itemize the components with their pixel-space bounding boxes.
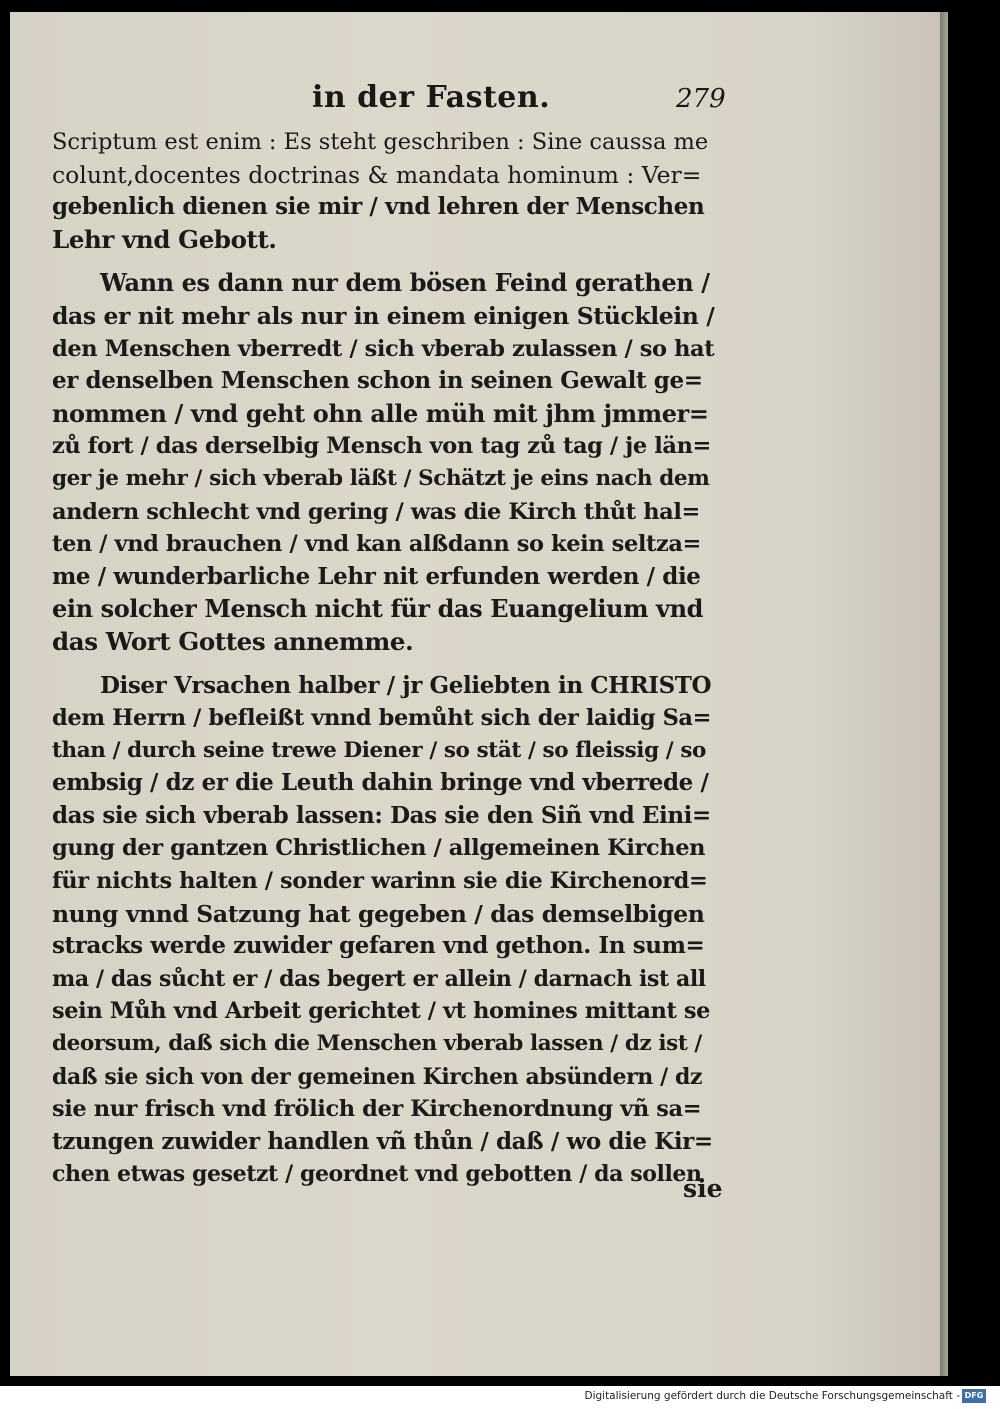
text-line: me / wunderbarliche Lehr nit erfunden werden / die <box>52 562 701 590</box>
text-line: ma / das sůcht er / das begert er allein / darnach ist all <box>52 965 706 992</box>
text-line: zů fort / das derselbig Mensch von tag zů tag / je län= <box>52 433 712 460</box>
digitization-credit: Digitalisierung gefördert durch die Deutsche Forschungsgemeinschaft - <box>584 1390 960 1402</box>
text-line: ein solcher Mensch nicht für das Euangelium vnd <box>52 594 704 624</box>
text-line: sie nur frisch vnd frölich der Kirchenordnung vñ sa= <box>52 1096 702 1123</box>
page-edge <box>940 12 948 1376</box>
text-line: für nichts halten / sonder warinn sie die Kirchenord= <box>52 868 708 895</box>
dfg-logo: DFG <box>962 1389 986 1403</box>
text-line: den Menschen vberredt / sich vberab zulassen / so hat <box>52 335 715 362</box>
text-line: das er nit mehr als nur in einem einigen Stücklein / <box>52 301 715 330</box>
text-line: andern schlecht vnd gering / was die Kirch thůt hal= <box>52 498 700 525</box>
text-line: deorsum, daß sich die Menschen vberab lassen / dz ist / <box>52 1031 702 1057</box>
text-line: gebenlich dienen sie mir / vnd lehren der Menschen <box>52 193 705 221</box>
text-line: das Wort Gottes annemme. <box>52 626 414 656</box>
text-line: Lehr vnd Gebott. <box>52 224 277 254</box>
catchword: sie <box>683 1174 723 1203</box>
text-line: nommen / vnd geht ohn alle müh mit jhm jmmer= <box>52 398 709 428</box>
text-line: chen etwas gesetzt / geordnet vnd gebotten / da sollen <box>52 1161 702 1188</box>
text-line: daß sie sich von der gemeinen Kirchen absündern / dz <box>52 1063 703 1090</box>
text-line: ten / vnd brauchen / vnd kan alßdann so kein seltza= <box>52 531 702 558</box>
body-text <box>52 126 715 1191</box>
paragraph-gap <box>52 659 712 670</box>
text-line: than / durch seine trewe Diener / so stät / so fleissig / so <box>52 737 706 763</box>
text-line: sein Můh vnd Arbeit gerichtet / vt homines mittant se <box>52 998 711 1025</box>
running-head: in der Fasten. <box>312 80 551 115</box>
page-number: 279 <box>676 84 726 114</box>
text-line: Wann es dann nur dem bösen Feind gerathen / <box>100 268 710 298</box>
paragraph-gap <box>52 256 712 267</box>
text-line: dem Herrn / befleißt vnnd bemůht sich der laidig Sa= <box>52 705 712 732</box>
text-line: stracks werde zuwider gefaren vnd gethon. In sum= <box>52 932 705 960</box>
text-line: Scriptum est enim : Es steht geschriben : Sine caussa me <box>52 129 709 155</box>
text-line: das sie sich vberab lassen: Das sie den Siñ vnd Eini= <box>52 801 711 829</box>
text-line: er denselben Menschen schon in seinen Gewalt ge= <box>52 367 703 395</box>
text-line: gung der gantzen Christlichen / allgemeinen Kirchen <box>52 835 706 862</box>
text-line: colunt,docentes doctrinas & mandata hominum : Ver= <box>52 160 702 189</box>
text-line: embsig / dz er die Leuth dahin bringe vnd vberrede / <box>52 769 709 797</box>
text-line: Diser Vrsachen halber / jr Geliebten in CHRISTO <box>100 671 712 699</box>
text-line: nung vnnd Satzung hat gegeben / das demselbigen <box>52 899 705 928</box>
text-line: ger je mehr / sich vberab läßt / Schätzt je eins nach dem <box>52 465 710 491</box>
text-line: tzungen zuwider handlen vñ thůn / daß / wo die Kir= <box>52 1127 713 1155</box>
